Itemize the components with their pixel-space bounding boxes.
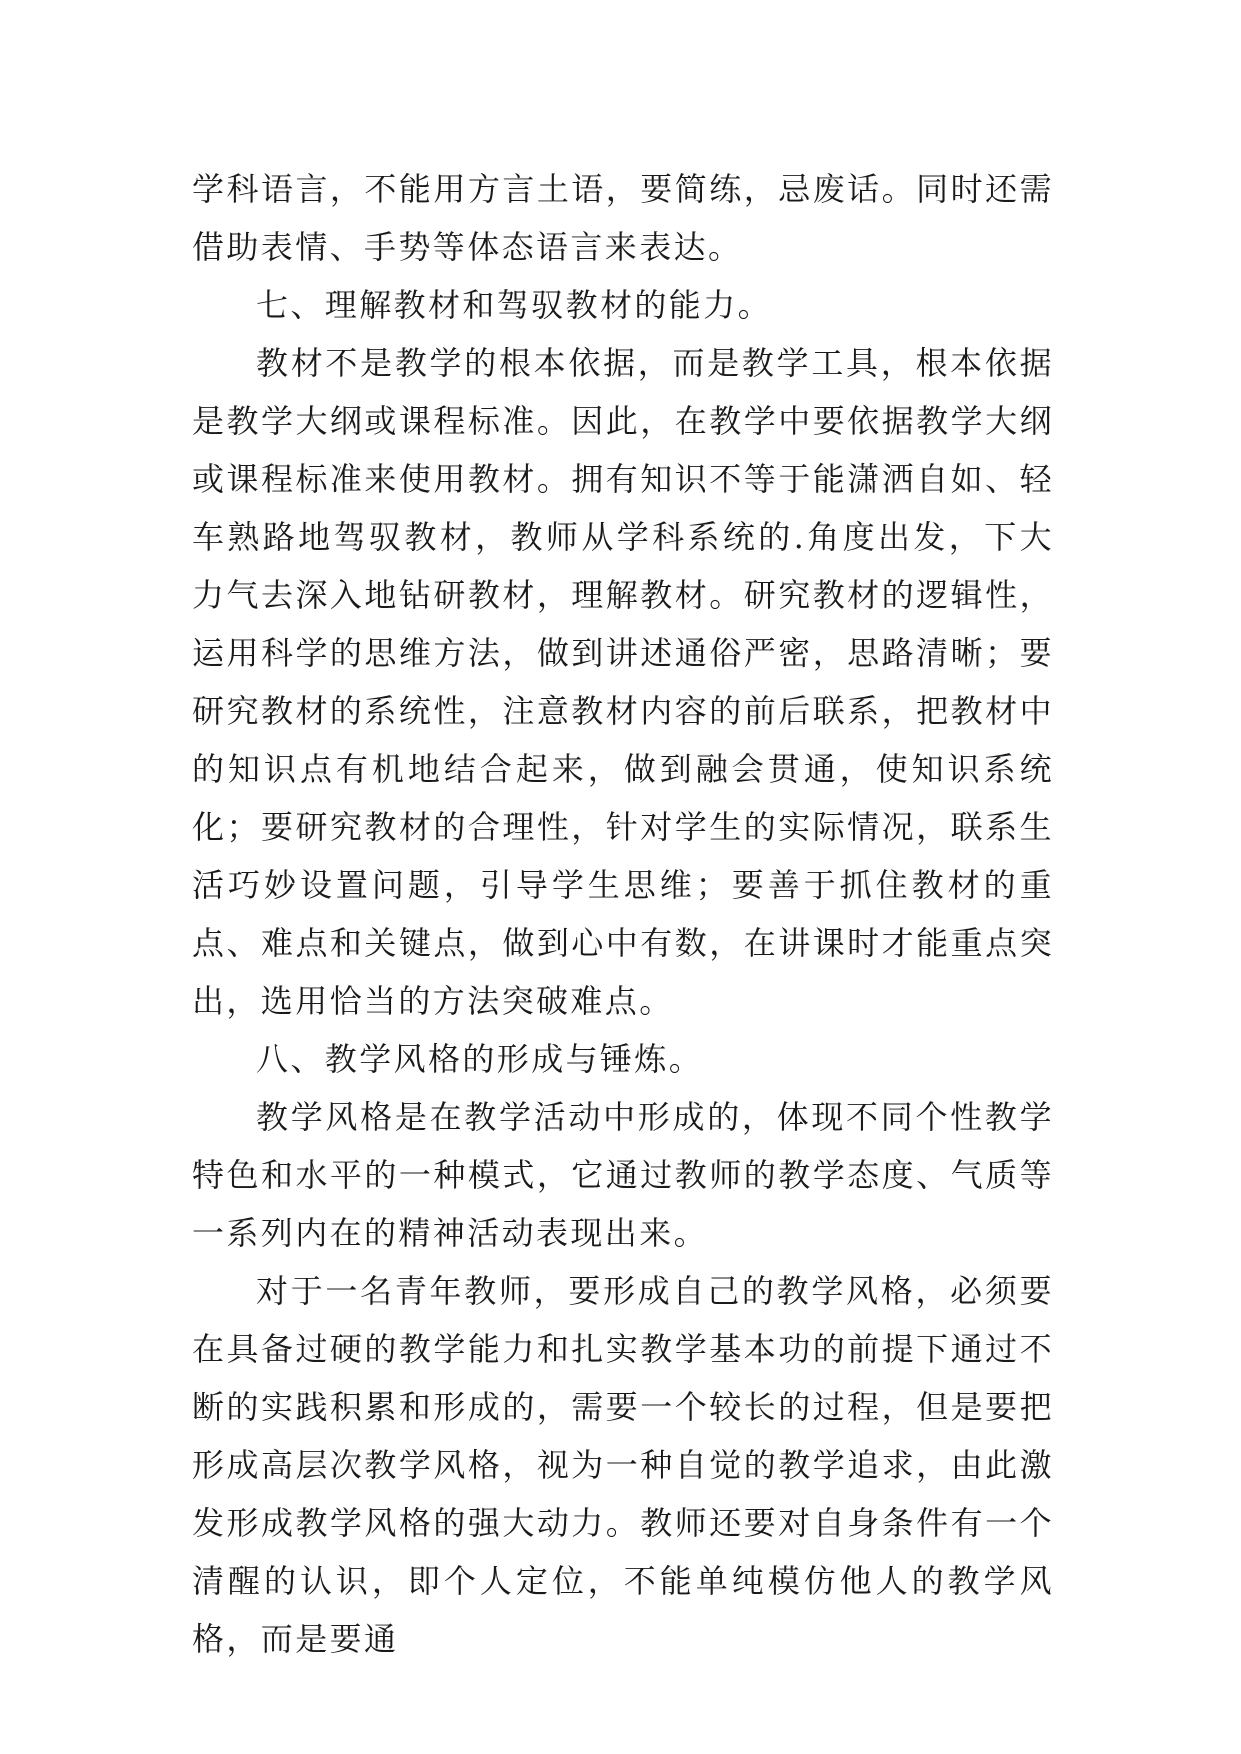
- paragraph-young-teacher-style: 对于一名青年教师，要形成自己的教学风格，必须要在具备过硬的教学能力和扎实教学基本功的前提下通过不断的实践积累和形成的，需要一个较长的过程，但是要把形成高层次教学风格，视为一种自觉的教学追求，由此激发形成教学风格的强大动力。教师还要对自身条件有一个清醒的认识，即个人定位，不能单纯模仿他人的教学风格，而是要通: [192, 1272, 1054, 1658]
- document-body: [192, 160, 1054, 1668]
- paragraph-textbook-mastery: 教材不是教学的根本依据，而是教学工具，根本依据是教学大纲或课程标准。因此，在教学中要依据教学大纲或课程标准来使用教材。拥有知识不等于能潇洒自如、轻车熟路地驾驭教材，教师从学科系统的.角度出发，下大力气去深入地钻研教材，理解教材。研究教材的逻辑性，运用科学的思维方法，做到讲述通俗严密，思路清晰；要研究教材的系统性，注意教材内容的前后联系，把教材中的知识点有机地结合起来，做到融会贯通，使知识系统化；要研究教材的合理性，针对学生的实际情况，联系生活巧妙设置问题，引导学生思维；要善于抓住教材的重点、难点和关键点，做到心中有数，在讲课时才能重点突出，选用恰当的方法突破难点。: [192, 344, 1054, 1020]
- paragraph-teaching-style-definition: 教学风格是在教学活动中形成的，体现不同个性教学特色和水平的一种模式，它通过教师的教学态度、气质等一系列内在的精神活动表现出来。: [192, 1098, 1054, 1252]
- section-heading-seven: 七、理解教材和驾驭教材的能力。: [256, 286, 773, 324]
- paragraph-continuation: 学科语言，不能用方言土语，要简练，忌废话。同时还需借助表情、手势等体态语言来表达。: [192, 170, 1054, 266]
- section-heading-eight: 八、教学风格的形成与锤炼。: [256, 1040, 704, 1078]
